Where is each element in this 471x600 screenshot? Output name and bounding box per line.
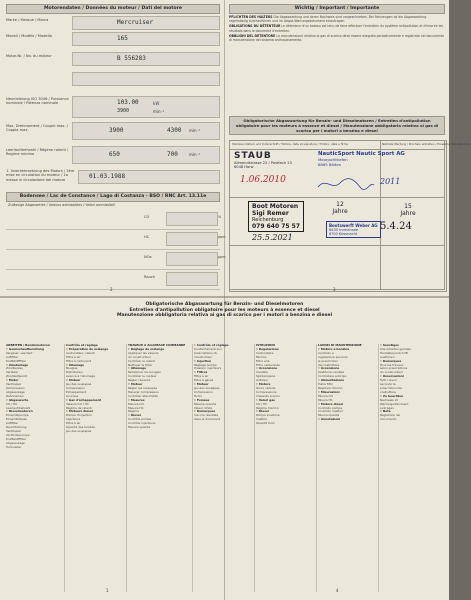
years-right: 15 Jahre <box>400 203 416 217</box>
instruction-line: • Diesel <box>128 413 141 418</box>
instruction-line: eintragen <box>380 405 394 410</box>
instruction-line: dans le document <box>194 417 220 422</box>
instruction-line: Anticipo <box>256 378 268 383</box>
gas-unit: ppm <box>218 255 226 259</box>
boot-stamp-town: Reichenburg <box>252 217 284 223</box>
torque-row <box>6 122 220 142</box>
column-lines <box>6 348 64 450</box>
column-lines <box>128 348 192 430</box>
notice-panel <box>229 4 471 292</box>
instruction-line: Pulire filtri <box>318 382 333 387</box>
instruction-line: ausführen <box>380 354 395 359</box>
instruction-line: • Gaz d'échappement <box>66 397 102 402</box>
instruction-line: • Mesures <box>128 397 145 402</box>
instruction-line: Kraftstofffilter <box>6 436 27 441</box>
lake-subtitle: Zulässige Abgaswerte / Valeurs admissibles / Valori ammissibili <box>8 203 116 207</box>
power-field <box>72 96 220 118</box>
instruction-line: Impianto scarico <box>256 393 280 398</box>
instruction-line: Échappement <box>66 389 87 394</box>
instruction-line: • Remarques <box>194 409 216 414</box>
instruction-line: le prescrizioni <box>318 358 339 363</box>
column-head: LAVORI DI MANUTENZIONE <box>318 343 362 347</box>
gas-name: CO <box>144 215 150 219</box>
instruction-line: Filtre à air <box>66 421 81 426</box>
years-left: 12 Jahre <box>332 201 348 215</box>
engine-data-panel <box>6 4 226 292</box>
gas-row-nox <box>6 249 226 270</box>
notice-text-3: La manutenzione relativa ai gas di scarico deve essere eseguita periodicamente e registrata nel documento di manutenzione del sistema antinquinamento. <box>229 33 444 43</box>
torque-value: 3900 <box>109 127 124 134</box>
engine-no-value: B 556283 <box>117 55 146 62</box>
page-number: 3 <box>333 287 336 292</box>
engine-data-title: Motorendaten / Données du moteur / Dati del motore <box>6 4 220 14</box>
engine-no-label: Motor-Nr. / No. du moteur <box>6 54 52 58</box>
notice-head-3: OBBLIGHI DEL DETENTORE <box>229 33 276 38</box>
instruction-line: Luftfilter <box>6 354 19 359</box>
instruction-line: Inscrire résultats <box>194 413 219 418</box>
column-lines <box>66 348 126 434</box>
instruction-line: Zündkerzen <box>6 366 24 371</box>
make-value: Mercruiser <box>117 19 154 26</box>
boot-stamp-person: Sigi Remer <box>252 210 289 217</box>
instruction-line: • Misurazioni <box>318 389 340 394</box>
instruction-line: Injecteurs <box>66 417 81 422</box>
instruction-line: Zahnriemen <box>6 393 24 398</box>
instruction-column <box>380 344 442 592</box>
nautic-stamp-line2: 8865 Bäiten <box>318 162 342 167</box>
instruction-line: Bougies <box>66 366 78 371</box>
nautic-stamp-name: NauticSport Nautic Sport AG <box>318 151 405 157</box>
make-row <box>6 16 220 46</box>
idle-rpm-value: 700 <box>167 151 178 158</box>
service-date-4: 25.5.2021 <box>252 233 293 242</box>
instruction-line: • Injection <box>194 358 212 363</box>
instruction-line: Filtro carburante <box>256 362 280 367</box>
instruction-line: Opacità fumi <box>256 421 275 426</box>
instruction-line: Vergaser, Leerlauf <box>6 350 33 355</box>
instruction-line: costruttore <box>380 389 396 394</box>
registration-field <box>78 170 220 184</box>
instruction-line: • Annotazioni <box>318 417 341 422</box>
power-rpm-value: 3900 <box>117 108 130 114</box>
instruction-line: Carburatore <box>256 350 274 355</box>
column-head: Contrôle et réglage <box>66 343 98 347</box>
instruction-line: • Préparation du mélange <box>66 346 109 351</box>
instruction-line: Alle Arbeiten gemäss <box>380 346 411 351</box>
instruction-line: Registrare nel <box>380 413 401 418</box>
instruction-line: Pompe d'injection <box>66 413 92 418</box>
instruction-line: • Zündanlage <box>6 362 29 367</box>
idle-row <box>6 146 220 166</box>
idle-rpm-unit: min⁻¹ <box>189 152 201 157</box>
boot-stamp-phone: 079 640 75 57 <box>252 223 301 230</box>
torque-rpm-value: 4300 <box>167 127 182 134</box>
instruction-column <box>6 344 65 592</box>
notice-text-2: Le détenteur d'un bateau est tenu de faire effectuer l'entretien du système antipollution et d'inscrire les résultats dans le document d'entretien. <box>229 24 444 33</box>
instruction-line: Filtre à gasoil <box>194 378 214 383</box>
instruction-line: Misura opacità <box>318 413 340 418</box>
instruction-line: Tous les travaux <box>380 362 404 367</box>
instruction-line: • Motore diesel <box>318 401 344 406</box>
instruction-line: Compressione <box>256 389 277 394</box>
instruction-line: Controllo iniettori <box>318 409 344 414</box>
instruction-line: Regolare minimo <box>318 385 343 390</box>
instruction-line: • Motore <box>256 382 271 387</box>
instruction-line: Einspritzdüsen <box>6 417 28 422</box>
instruction-line: Courroie <box>66 393 79 398</box>
instructions-title-it: Manutenzione obbligatoria relativa ai gas di scarico per i motori a benzina e diesel <box>116 313 333 319</box>
instruction-line: • Motore a benzina <box>318 346 350 351</box>
instruction-line: Jeu des soupapes <box>66 382 92 387</box>
instruction-line: Abgasanlage <box>6 389 25 394</box>
direction-row <box>6 72 220 88</box>
mandatory-title: Obligatorische Abgaswartung für Benzin- und Dieselmotoren / Entretien d'antipollution obligatoire pour les moteurs à essence et diesel / Manutenzione obbligatoria relativa ai gas di scarico per i motori a benzina e diesel <box>229 116 445 135</box>
instructions-panel <box>6 300 443 596</box>
column-head: ARBEITEN / Benzinmotoren <box>6 343 50 347</box>
page-number: 2 <box>110 287 113 292</box>
instruction-line: Wartungsdokument <box>380 401 409 406</box>
instruction-line: Pompa iniezione <box>256 413 280 418</box>
instruction-line: Rauchtrübung <box>6 425 27 430</box>
instruction-line: Mesure opacité <box>128 425 151 430</box>
instruction-line: Kompression <box>6 385 25 390</box>
instruction-line: • Filtres <box>194 370 208 375</box>
instruction-line: Filtre à air <box>194 374 209 379</box>
instruction-line: • Motor <box>6 378 19 383</box>
power-value: 103.00 <box>117 99 139 106</box>
gas-row-hc <box>6 229 226 250</box>
instruction-column <box>318 344 379 592</box>
power-row <box>6 96 220 118</box>
model-label: Modell / Modèle / Modello <box>6 34 52 38</box>
gas-name: HC <box>144 235 150 239</box>
instruction-line: Einspritzpumpe <box>6 413 29 418</box>
instructions-title-de: Obligatorische Abgaswartung für Benzin- und Dieselmotoren <box>145 302 304 307</box>
model-field <box>72 32 220 46</box>
instruction-line: documento <box>380 417 397 422</box>
signature-1 <box>316 175 376 193</box>
instruction-line: du constructeur <box>380 370 403 375</box>
column-head: ISTRUZIONI <box>256 343 275 347</box>
instruction-line: Pression injecteurs <box>194 366 222 371</box>
instruction-line: constructeur <box>194 354 213 359</box>
instruction-line: del costruttore <box>318 362 340 367</box>
power-rpm-unit: min⁻¹ <box>153 109 165 114</box>
lake-title: Bodensee / Lac de Constance / Lago di Costanza - BSO / RNC Art. 13.11e <box>6 192 220 202</box>
instruction-line: Mesure opacité <box>194 401 217 406</box>
instruction-line: Régler l'avance <box>128 378 151 383</box>
instruction-line: Conformément aux <box>194 346 222 351</box>
instruction-line: • Dieselmotoren <box>6 409 33 414</box>
bootswerft-zip: 6?00 Küssnacht <box>329 232 358 236</box>
nautic-stamp <box>318 151 405 167</box>
instruction-line: • Moteur <box>194 382 209 387</box>
instruction-line: Kraftstofffilter <box>6 358 27 363</box>
instruction-line: • Moteur <box>66 378 81 383</box>
instruction-line: Ventilspiel <box>6 428 21 433</box>
torque-field <box>72 122 220 140</box>
gas-unit: % <box>218 215 222 219</box>
instruction-line: Mesurer compression <box>128 389 159 394</box>
power-unit: kW <box>153 101 160 106</box>
next-service-cell-3 <box>380 245 445 290</box>
instruction-line: • Osservazioni <box>380 374 404 379</box>
column-lines <box>380 348 442 422</box>
service-date-1: 1.06.2010 <box>240 175 286 185</box>
gas-value-field <box>166 252 218 266</box>
instruction-line: Spinterogeno <box>256 374 276 379</box>
column-head: TRAVAUX A ALLUMAGE COMMANDE <box>128 343 186 347</box>
instruction-line: Controllare anticipo <box>318 374 347 379</box>
instruction-line: Iniettori <box>256 417 268 422</box>
instruction-line: Compression <box>194 389 213 394</box>
service-date-3: 5.4.24 <box>380 221 412 232</box>
instruction-line: Nettoyer le filtre <box>128 362 152 367</box>
model-value: 165 <box>117 35 128 42</box>
instruction-line: • Regolazione <box>256 346 279 351</box>
idle-value: 650 <box>109 151 120 158</box>
notice-head-1: PFLICHTEN DES HALTERS <box>229 15 273 19</box>
column-lines <box>318 348 378 422</box>
instruction-line: • Nota <box>380 409 391 414</box>
instruction-column <box>194 344 255 592</box>
instruction-line: Sostituire candele <box>318 370 345 375</box>
instruction-line: • Accensione <box>318 366 340 371</box>
instruction-line: Avance à l'allumage <box>66 374 96 379</box>
instruction-line: Minimo <box>256 354 267 359</box>
column-head: • Sonstiges <box>380 343 399 347</box>
instruction-line: Controllo e <box>318 350 334 355</box>
instruction-line: • Allumage <box>128 366 147 371</box>
column-head: • Contrôle et réglage <box>194 343 229 347</box>
instruction-line: Candele <box>256 370 268 375</box>
power-label: Nennleistung ISO 3046 / Puissance nominale / Potenza nominale <box>6 97 69 106</box>
instruction-line: Verteiler <box>6 370 19 375</box>
notice-title: Wichtig / Important / Importante <box>229 4 445 14</box>
instruction-line: Luftfilter <box>6 421 19 426</box>
notice-text-1: Die Abgaswartung und deren Nachweis sind vorgeschrieben. Bei Fahrzeugen ist die Abgaswartung regelmässig durchzuführen und im Abgas-Wartungsdokument einzutragen. <box>229 15 427 24</box>
gas-row-co <box>6 209 220 230</box>
instruction-line: • Diesel <box>256 409 269 414</box>
instruction-line: Gioco valvole <box>256 385 276 390</box>
instruction-line: du constructeur <box>128 354 151 359</box>
instruction-line: Contrôle pompe <box>128 417 152 422</box>
instruction-line: regolazione secondo <box>318 354 348 359</box>
instruction-line: Leerlaufdrehzahl <box>6 405 31 410</box>
instruction-line: Compression <box>66 385 85 390</box>
instruction-line: Valeur limite <box>194 405 213 410</box>
notice-para-1 <box>229 15 445 23</box>
idle-label: Leerlaufdrehzahl / Régime ralenti / Regime minimo <box>6 148 69 157</box>
boot-stamp-name: Boot Motoren <box>252 203 299 210</box>
instruction-line: Turbo <box>194 393 202 398</box>
boot-motoren-stamp <box>248 201 304 232</box>
column-lines <box>256 348 316 426</box>
engine-no-field <box>72 52 220 66</box>
instruction-line: secondo le <box>380 382 396 387</box>
instruction-column <box>66 344 127 592</box>
instruction-line: CO / HC <box>256 401 268 406</box>
instruction-line: • Réglage du mélange <box>128 346 165 351</box>
instruction-line: • Abgaswerte <box>6 397 29 402</box>
instruction-line: • Accensione <box>256 366 278 371</box>
instruction-line: Misura HC <box>318 397 333 402</box>
instruction-line: Jeu aux soupapes <box>194 385 220 390</box>
instruction-line: • Alimentazione <box>318 378 345 383</box>
column-lines <box>194 348 254 422</box>
bootswerft-name: Bootswerft Weber AG <box>329 223 378 228</box>
notice-para-2 <box>229 24 445 32</box>
stamp-cell-3 <box>230 245 381 290</box>
lake-section <box>6 192 220 209</box>
instruction-line: • Allumage <box>66 362 85 367</box>
instruction-line: • Zu beachten <box>380 393 404 398</box>
instruction-line: Valeurs CO / HC <box>66 401 89 406</box>
instructions-title-fr: Entretien d'antipollution obligatoire pour les moteurs à essence et diesel <box>129 307 320 313</box>
instruction-line: Ventilspiel <box>6 382 21 387</box>
instruction-line: Mesure CO <box>128 401 144 406</box>
instruction-line: prescrizioni del <box>380 385 402 390</box>
instruction-line: CO / HC <box>6 401 18 406</box>
page-number: 4 <box>336 588 339 593</box>
registration-label: 1. Inverkehrsetzung des Motors / 1ère mise en circulation du moteur / 1a messa in circolazione del motore <box>6 169 75 182</box>
instruction-line: Filtre à air <box>66 354 81 359</box>
instruction-line: Contrôler étanchéité <box>128 393 158 398</box>
instruction-line: prescriptions du <box>194 350 218 355</box>
staub-stamp <box>234 151 292 169</box>
instruction-line: Regime minimo <box>256 405 279 410</box>
instruction-line: Filtre à carburant <box>66 358 91 363</box>
instruction-line: Réglage pompe <box>194 362 217 367</box>
bootswerft-stamp <box>326 221 381 238</box>
torque-rpm-unit: min⁻¹ <box>189 128 201 133</box>
instruction-line: Contrôler le ralenti <box>128 358 156 363</box>
instruction-line: Opacité des fumées <box>66 425 95 430</box>
instruction-line: Controllo pompa <box>318 405 342 410</box>
gas-unit: ppm <box>218 235 226 239</box>
staub-stamp-line2: 6048 Horw <box>234 165 254 169</box>
instruction-line: • Remarques <box>380 358 402 363</box>
instruction-line: Distributeur <box>66 370 84 375</box>
idle-field <box>72 146 220 164</box>
notice-head-2: OBLIGATIONS DU DÉTENTEUR <box>229 24 281 29</box>
instruction-line: Carburateur, ralenti <box>66 350 95 355</box>
instruction-line: Turbolader <box>6 444 22 449</box>
instruction-line: Régler les soupapes <box>128 385 158 390</box>
instruction-line: Remplacer les bougies <box>128 370 161 375</box>
instruction-line: Abgasanlage <box>6 440 25 445</box>
instruction-line: Nachweis im <box>380 397 399 402</box>
instruction-line: Régime <box>128 409 139 414</box>
instruction-line: Mesure HC <box>128 405 144 410</box>
instruction-line: • Valori gas <box>256 397 276 402</box>
gas-value-field <box>166 232 218 246</box>
instruction-line: • Gemischaufbereitung <box>6 346 44 351</box>
instruction-column <box>256 344 317 592</box>
staub-stamp-line1: Allmendstrasse 22 / Postfach 23 <box>234 161 292 165</box>
instruction-line: Contrôler le rupteur <box>128 374 157 379</box>
instruction-line: Tutti i lavori <box>380 378 397 383</box>
gas-row-smoke <box>6 269 220 290</box>
gas-value-field <box>166 212 218 226</box>
instruction-line: Misura CO <box>318 393 333 398</box>
engine-no-row <box>6 52 220 68</box>
gas-value-field <box>166 272 218 286</box>
page-number: 1 <box>106 588 109 593</box>
service-date-2: 2011 <box>380 177 401 186</box>
registration-value: 01.03.1988 <box>89 173 126 180</box>
direction-field <box>72 72 220 86</box>
instruction-columns <box>6 344 443 592</box>
horizontal-fold <box>0 296 449 298</box>
instruction-line: Appliquer les valeurs <box>128 350 159 355</box>
gas-name: Rauch <box>144 275 156 279</box>
instruction-line: • Moteurs diesel <box>66 409 93 414</box>
registration-row <box>6 168 220 188</box>
stamp-table-head-left-text: Stempel, Datum und Unterschrift / Timbre, date et signature / Timbro, data e firma <box>232 142 349 146</box>
notice-para-3 <box>229 34 445 42</box>
torque-label: Max. Drehmoment / Couple max. / Coppia max. <box>6 124 68 133</box>
make-label: Marke / Marque / Marca <box>6 18 49 22</box>
instruction-line: Contrôle injecteurs <box>128 421 156 426</box>
gas-name: NOx <box>144 255 152 259</box>
instruction-line: Vorförderpumpe <box>6 432 30 437</box>
bootswerft-town: 6405 Immensee <box>329 228 359 232</box>
instruction-column <box>128 344 193 592</box>
instruction-line: selon prescriptions <box>380 366 408 371</box>
stamp-table-head-right-text: Nächste Wartung / Prochain entretien / Prossima manutenzione <box>382 142 471 146</box>
instruction-line: Zündzeitpunkt <box>6 374 28 379</box>
nautic-stamp-line1: Moorjachthafen <box>318 157 348 162</box>
make-field <box>72 16 220 30</box>
instruction-line: Herstellervorschrift <box>380 350 408 355</box>
staub-stamp-name: STAUB <box>234 151 272 161</box>
instruction-line: Jeu des soupapes <box>66 428 92 433</box>
instruction-line: • Fumées <box>194 397 210 402</box>
instruction-line: • Moteur <box>128 382 143 387</box>
instruction-line: Filtro aria <box>256 358 270 363</box>
instruction-line: Régime de ralenti <box>66 405 92 410</box>
stamp-table <box>229 140 471 292</box>
